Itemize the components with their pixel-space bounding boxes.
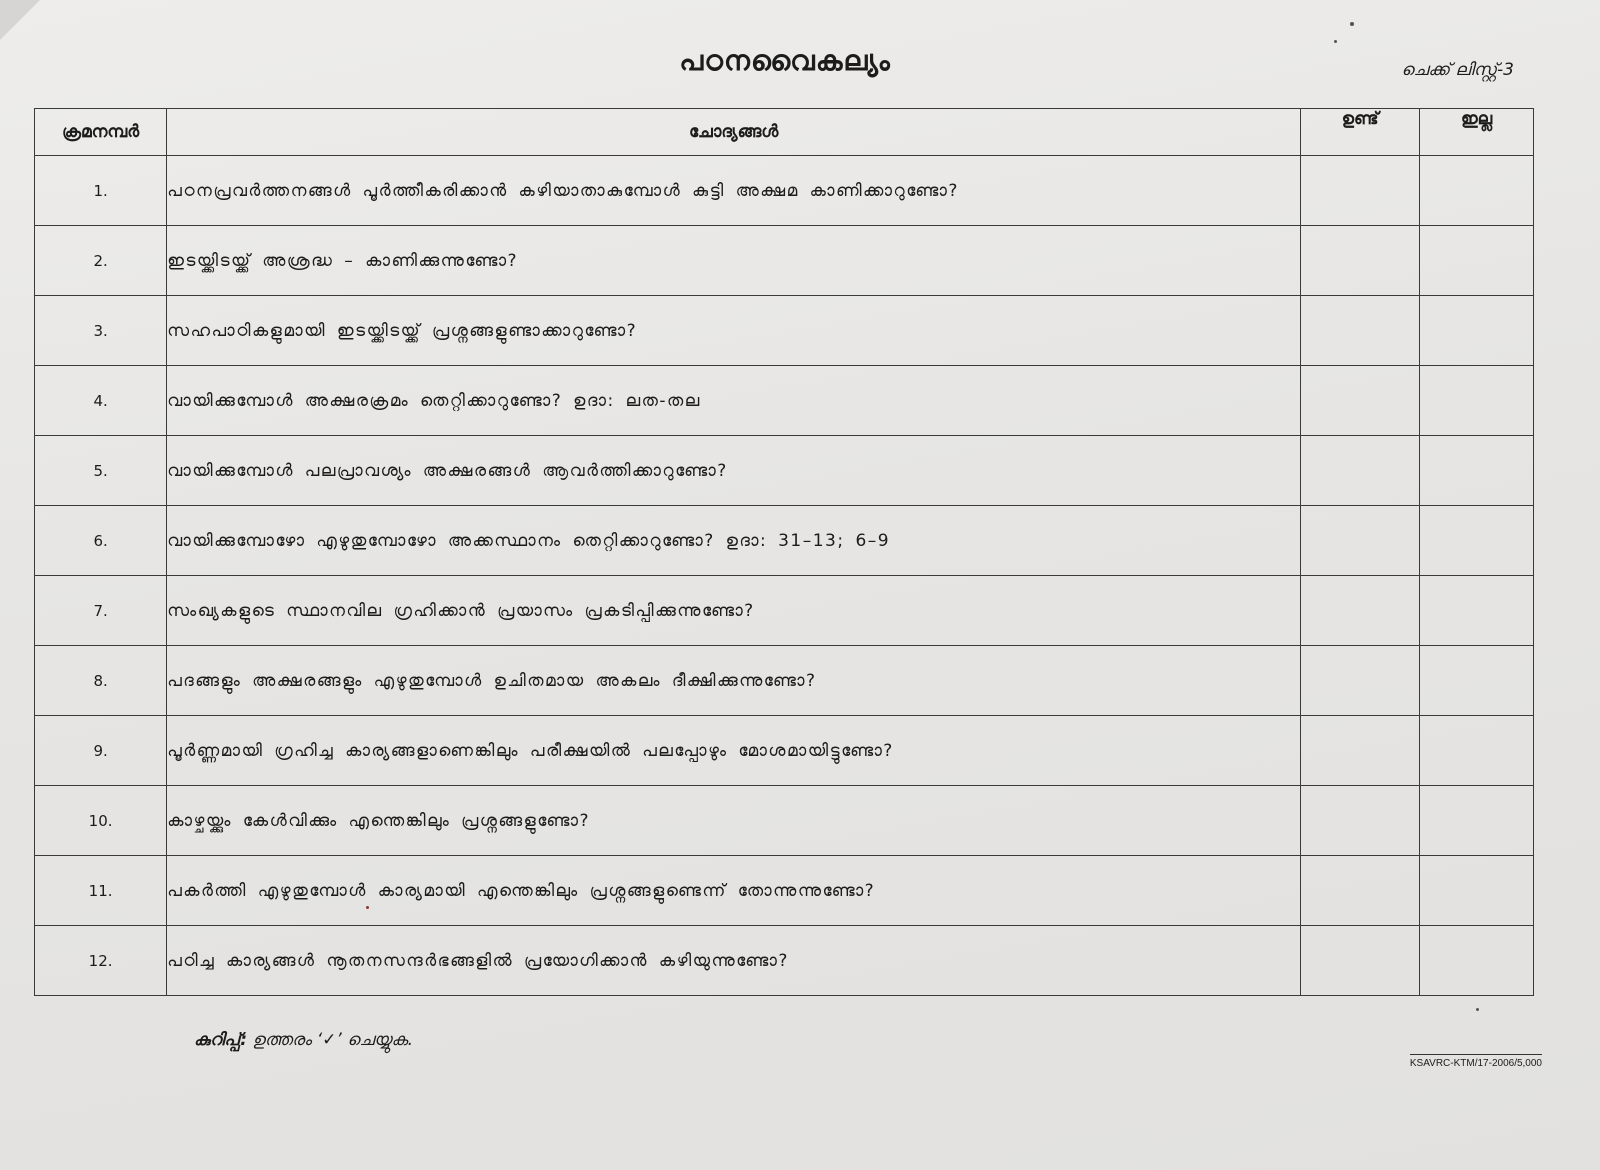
table-row	[35, 366, 1534, 436]
header-questions: ചോദ്യങ്ങൾ	[167, 109, 1301, 156]
table-row	[35, 226, 1534, 296]
question-text: കാഴ്ചയ്ക്കും കേൾവിക്കും എന്തെങ്കിലും പ്രശ്നങ്ങളുണ്ടോ?	[167, 786, 1301, 856]
no-checkbox-cell[interactable]	[1420, 296, 1534, 366]
table-row	[35, 576, 1534, 646]
question-text: പൂർണ്ണമായി ഗ്രഹിച്ച കാര്യങ്ങളാണെങ്കിലും പരീക്ഷയിൽ പലപ്പോഴും മോശമായിട്ടുണ്ടോ?	[167, 716, 1301, 786]
question-text: പകർത്തി എഴുതുമ്പോൾ കാര്യമായി എന്തെങ്കിലും പ്രശ്നങ്ങളുണ്ടെന്ന് തോന്നുന്നുണ്ടോ?	[167, 856, 1301, 926]
question-text: സംഖ്യകളുടെ സ്ഥാനവില ഗ്രഹിക്കാൻ പ്രയാസം പ്രകടിപ്പിക്കുന്നുണ്ടോ?	[167, 576, 1301, 646]
yes-checkbox-cell[interactable]	[1301, 436, 1420, 506]
ink-speck	[1334, 40, 1337, 43]
row-number: 6.	[35, 506, 167, 576]
yes-checkbox-cell[interactable]	[1301, 716, 1420, 786]
yes-checkbox-cell[interactable]	[1301, 296, 1420, 366]
yes-checkbox-cell[interactable]	[1301, 156, 1420, 226]
row-number: 8.	[35, 646, 167, 716]
table-row	[35, 156, 1534, 226]
question-text: സഹപാഠികളുമായി ഇടയ്ക്കിടയ്ക്ക് പ്രശ്നങ്ങളുണ്ടാക്കാറുണ്ടോ?	[167, 296, 1301, 366]
folded-corner	[0, 0, 40, 40]
no-checkbox-cell[interactable]	[1420, 576, 1534, 646]
yes-checkbox-cell[interactable]	[1301, 226, 1420, 296]
no-checkbox-cell[interactable]	[1420, 366, 1534, 436]
table-row	[35, 786, 1534, 856]
question-text: വായിക്കുമ്പോഴോ എഴുതുമ്പോഴോ അക്കസ്ഥാനം തെറ്റിക്കാറുണ്ടോ? ഉദാ: 31–13; 6–9	[167, 506, 1301, 576]
table-row	[35, 436, 1534, 506]
row-number: 3.	[35, 296, 167, 366]
row-number: 10.	[35, 786, 167, 856]
question-text: പദങ്ങളും അക്ഷരങ്ങളും എഴുതുമ്പോൾ ഉചിതമായ അകലം ദീക്ഷിക്കുന്നുണ്ടോ?	[167, 646, 1301, 716]
no-checkbox-cell[interactable]	[1420, 436, 1534, 506]
yes-checkbox-cell[interactable]	[1301, 646, 1420, 716]
no-checkbox-cell[interactable]	[1420, 226, 1534, 296]
no-checkbox-cell[interactable]	[1420, 506, 1534, 576]
note-text-after: ചെയ്യുക.	[347, 1030, 413, 1050]
checklist-label: ചെക്ക് ലിസ്റ്റ്-3	[1401, 60, 1514, 80]
yes-checkbox-cell[interactable]	[1301, 576, 1420, 646]
header-serial: ക്രമനമ്പർ	[35, 109, 167, 156]
table-row	[35, 296, 1534, 366]
yes-checkbox-cell[interactable]	[1301, 786, 1420, 856]
no-checkbox-cell[interactable]	[1420, 786, 1534, 856]
table-row	[35, 856, 1534, 926]
yes-checkbox-cell[interactable]	[1301, 856, 1420, 926]
table-row	[35, 646, 1534, 716]
no-checkbox-cell[interactable]	[1420, 926, 1534, 996]
question-text: വായിക്കുമ്പോൾ അക്ഷരക്രമം തെറ്റിക്കാറുണ്ടോ? ഉദാ: ലത-തല	[167, 366, 1301, 436]
note-label: കുറിപ്പ്:	[194, 1030, 248, 1050]
instruction-note	[194, 1030, 413, 1050]
no-checkbox-cell[interactable]	[1420, 156, 1534, 226]
question-text: വായിക്കുമ്പോൾ പലപ്രാവശ്യം അക്ഷരങ്ങൾ ആവർത്തിക്കാറുണ്ടോ?	[167, 436, 1301, 506]
tick-mark-icon: ‘✓’	[316, 1030, 342, 1050]
row-number: 9.	[35, 716, 167, 786]
no-checkbox-cell[interactable]	[1420, 646, 1534, 716]
ink-speck	[1476, 1008, 1479, 1011]
ink-speck	[366, 906, 369, 909]
form-code: KSAVRC-KTM/17-2006/5,000	[1410, 1054, 1542, 1069]
checklist-table	[34, 108, 1534, 996]
question-text: ഇടയ്ക്കിടയ്ക്ക് അശ്രദ്ധ – കാണിക്കുന്നുണ്ടോ?	[167, 226, 1301, 296]
no-checkbox-cell[interactable]	[1420, 856, 1534, 926]
row-number: 2.	[35, 226, 167, 296]
question-text: പഠിച്ച കാര്യങ്ങൾ നൂതനസന്ദർഭങ്ങളിൽ പ്രയോഗിക്കാൻ കഴിയുന്നുണ്ടോ?	[167, 926, 1301, 996]
row-number: 1.	[35, 156, 167, 226]
question-text: പഠനപ്രവർത്തനങ്ങൾ പൂർത്തീകരിക്കാൻ കഴിയാതാകുമ്പോൾ കുട്ടി അക്ഷമ കാണിക്കാറുണ്ടോ?	[167, 156, 1301, 226]
page-title: പഠനവൈകല്യം	[679, 44, 891, 77]
row-number: 4.	[35, 366, 167, 436]
ink-speck	[1350, 22, 1354, 26]
row-number: 11.	[35, 856, 167, 926]
table-header-row	[35, 109, 1534, 156]
row-number: 5.	[35, 436, 167, 506]
table-row	[35, 716, 1534, 786]
row-number: 7.	[35, 576, 167, 646]
row-number: 12.	[35, 926, 167, 996]
table-row	[35, 506, 1534, 576]
header-no: ഇല്ല	[1420, 109, 1534, 156]
note-text-before: ഉത്തരം	[252, 1030, 312, 1050]
yes-checkbox-cell[interactable]	[1301, 506, 1420, 576]
yes-checkbox-cell[interactable]	[1301, 926, 1420, 996]
no-checkbox-cell[interactable]	[1420, 716, 1534, 786]
header-yes: ഉണ്ട്	[1301, 109, 1420, 156]
yes-checkbox-cell[interactable]	[1301, 366, 1420, 436]
table-row	[35, 926, 1534, 996]
